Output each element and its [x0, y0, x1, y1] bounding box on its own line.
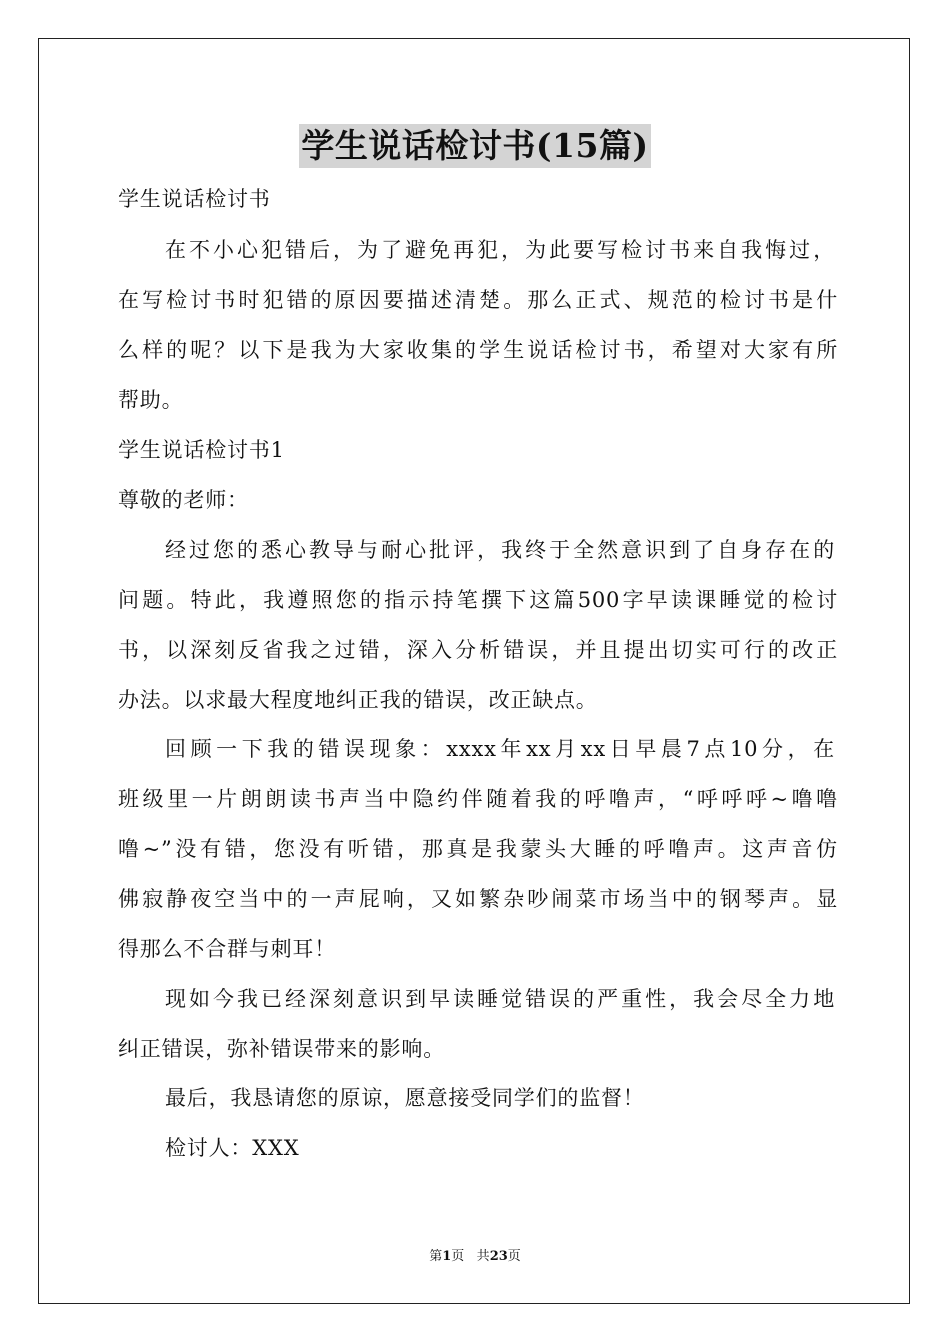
para2-line-3: 噜~”没有错，您没有听错，那真是我蒙头大睡的呼噜声。这声音仿 — [118, 837, 838, 861]
footer-page-prefix: 第 — [429, 1249, 443, 1264]
para1-line-4: 办法。以求最大程度地纠正我的错误，改正缺点。 — [118, 688, 598, 712]
para1-line-2: 问题。特此，我遵照您的指示持笔撰下这篇500字早读课睡觉的检讨 — [118, 588, 838, 612]
para2-line-2: 班级里一片朗朗读书声当中隐约伴随着我的呼噜声，“呼呼呼~噜噜 — [118, 787, 838, 811]
para4: 最后，我恳请您的原谅，愿意接受同学们的监督！ — [165, 1086, 645, 1110]
intro-line-4: 帮助。 — [118, 388, 184, 412]
footer-total-pages: 23 — [489, 1249, 508, 1264]
footer-total-suffix: 页 — [507, 1249, 521, 1264]
signature: 检讨人：XXX — [165, 1136, 300, 1160]
footer-total-prefix: 共 — [476, 1249, 490, 1264]
intro-line-3: 么样的呢？以下是我为大家收集的学生说话检讨书，希望对大家有所 — [118, 338, 838, 362]
salutation: 尊敬的老师： — [118, 488, 249, 512]
para2-line-1: 回顾一下我的错误现象：xxxx年xx月xx日早晨7点10分，在 — [165, 737, 835, 761]
para2-line-4: 佛寂静夜空当中的一声屁响，又如繁杂吵闹菜市场当中的钢琴声。显 — [118, 887, 838, 911]
footer-page-suffix: 页 — [451, 1249, 465, 1264]
page-footer — [0, 1248, 950, 1266]
footer-page-number: 1 — [442, 1249, 452, 1264]
para3-line-1: 现如今我已经深刻意识到早读睡觉错误的严重性，我会尽全力地 — [165, 987, 835, 1011]
section-heading: 学生说话检讨书1 — [118, 438, 285, 462]
page-border — [38, 38, 910, 1304]
para3-line-2: 纠正错误，弥补错误带来的影响。 — [118, 1037, 445, 1061]
para1-line-1: 经过您的悉心教导与耐心批评，我终于全然意识到了自身存在的 — [165, 538, 835, 562]
intro-line-1: 在不小心犯错后，为了避免再犯，为此要写检讨书来自我悔过， — [165, 238, 835, 262]
title-wrap — [0, 124, 950, 168]
intro-line-2: 在写检讨书时犯错的原因要描述清楚。那么正式、规范的检讨书是什 — [118, 288, 838, 312]
para1-line-3: 书，以深刻反省我之过错，深入分析错误，并且提出切实可行的改正 — [118, 638, 838, 662]
document-title: 学生说话检讨书(15篇) — [299, 124, 650, 168]
document-subtitle: 学生说话检讨书 — [118, 187, 271, 211]
para2-line-5: 得那么不合群与刺耳！ — [118, 937, 336, 961]
